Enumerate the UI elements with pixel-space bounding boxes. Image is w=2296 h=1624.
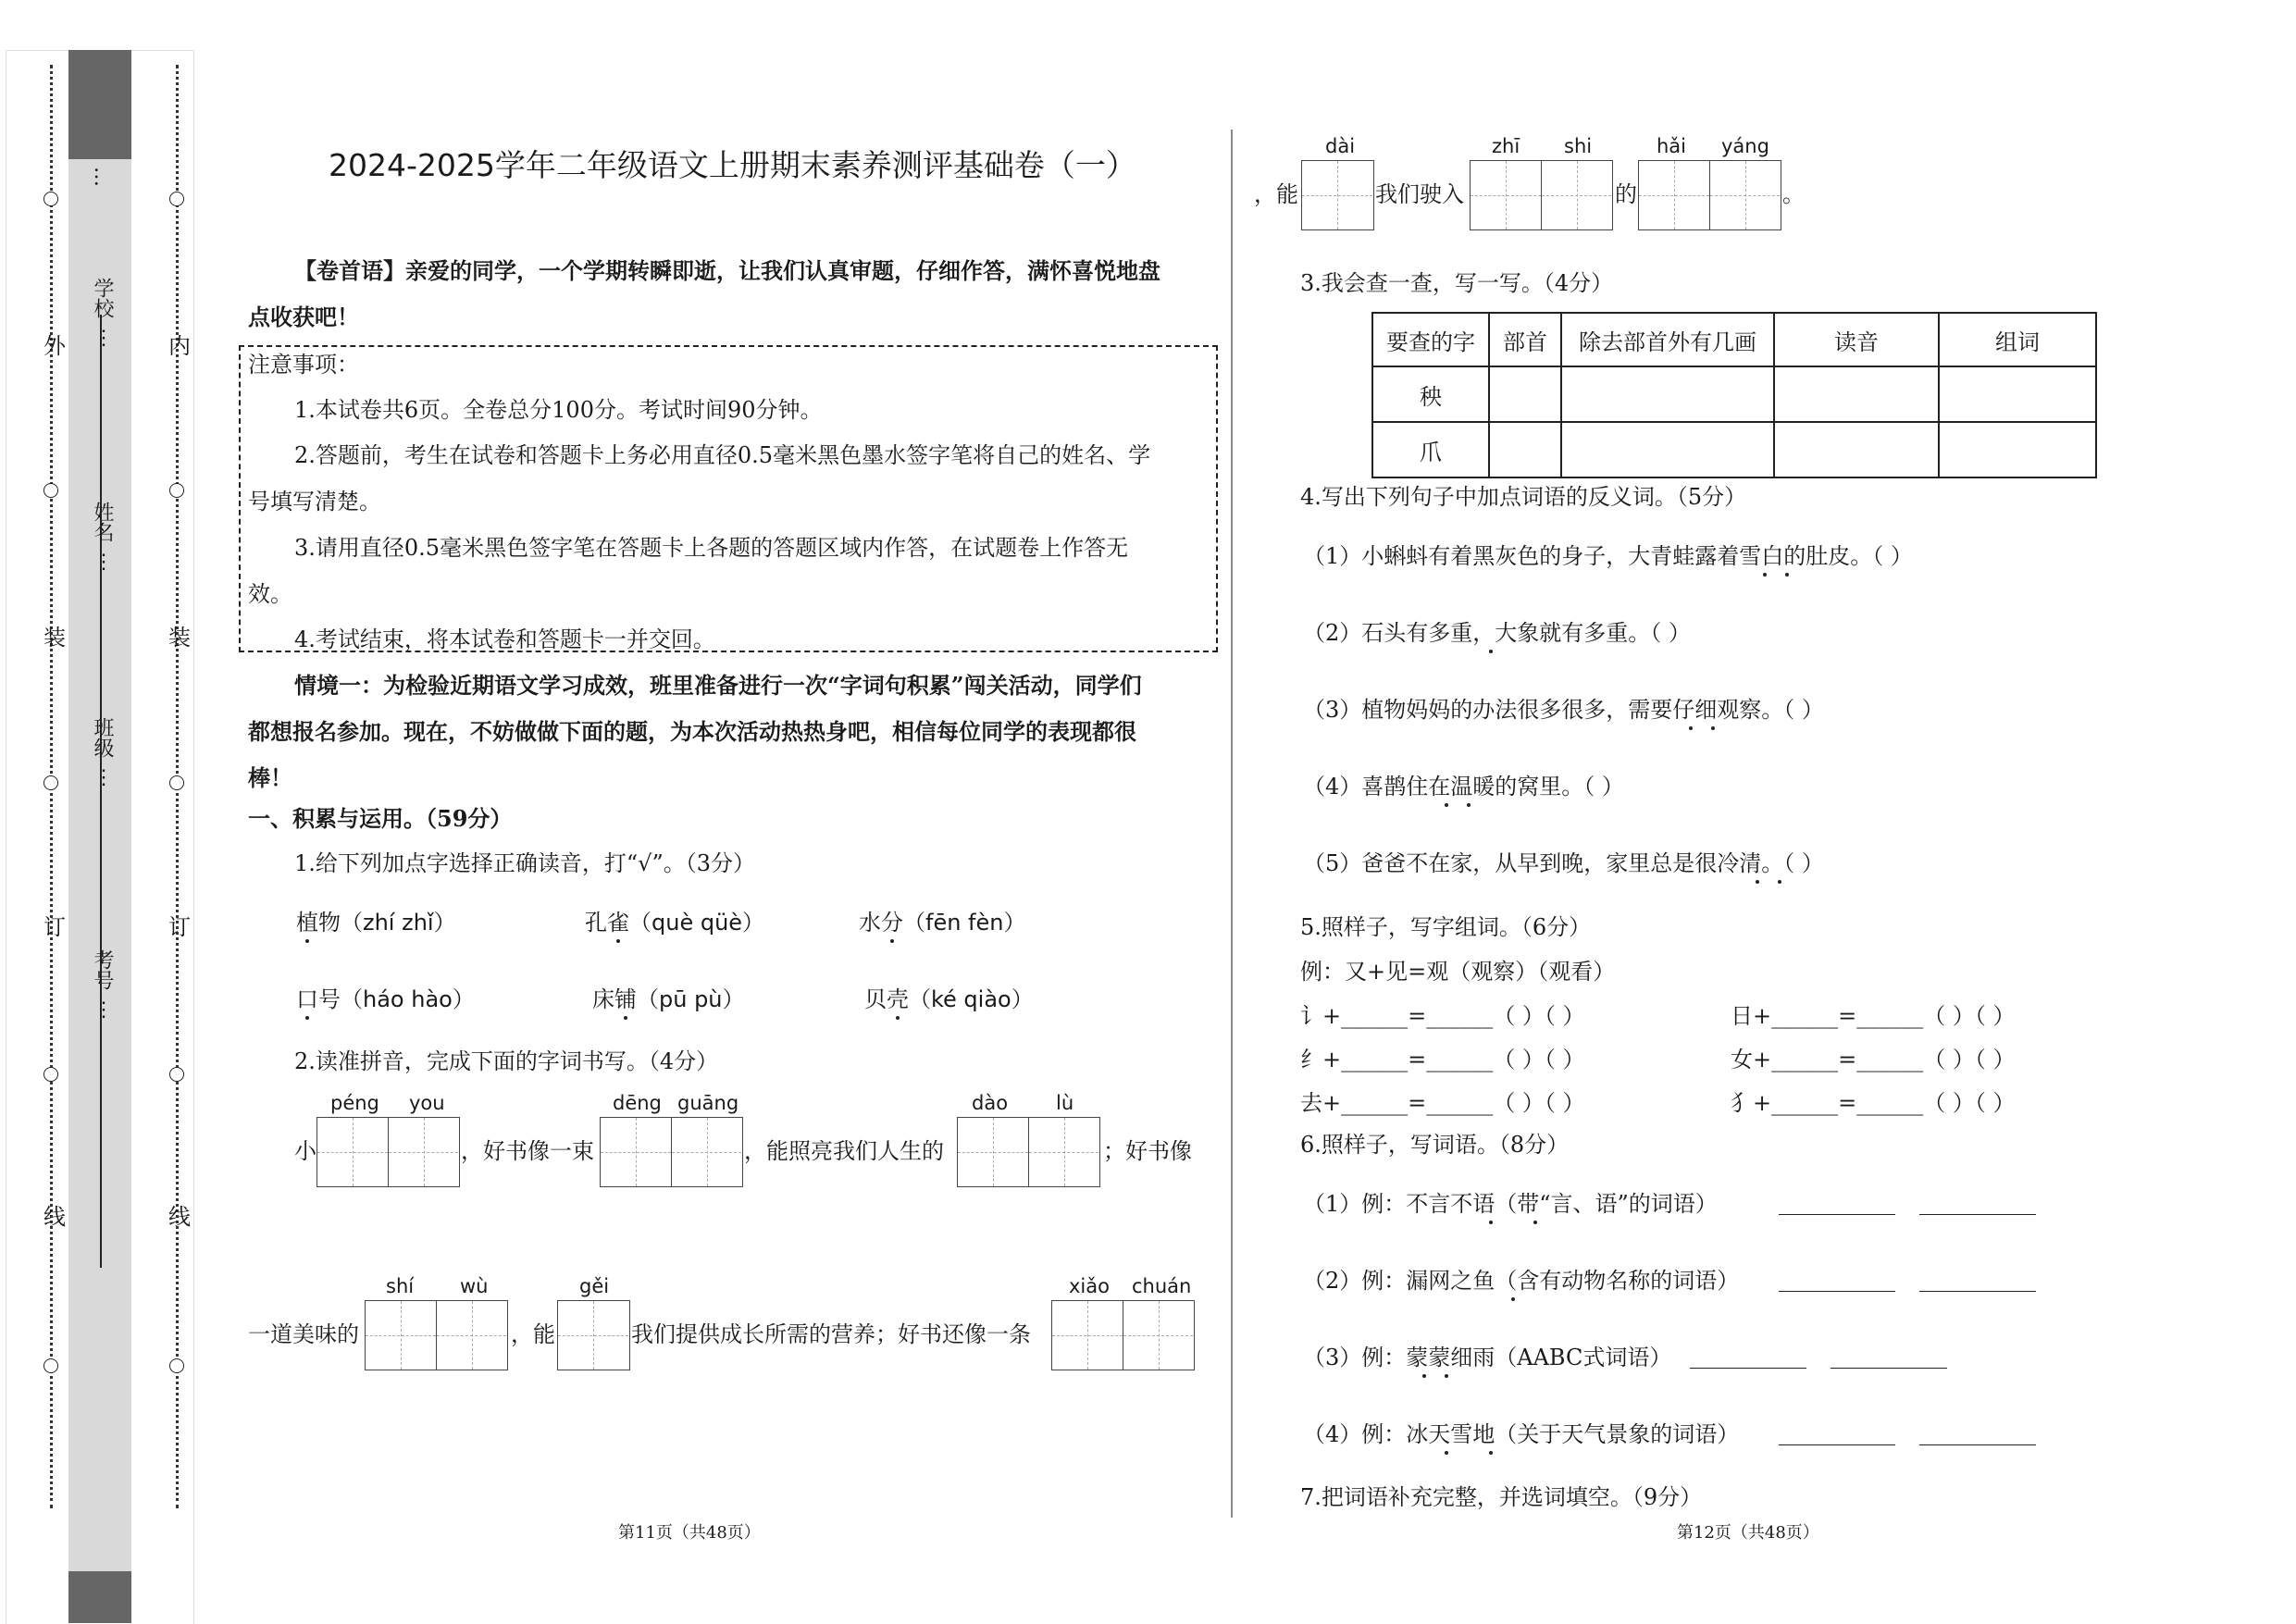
q5-row-3-left: 去+______=______（ ）（ ）: [1300, 1090, 1585, 1116]
q2-line1-text-3: ，能照亮我们人生的: [744, 1138, 944, 1164]
q6-item-4: （4）例：冰天雪地（关于天气景象的词语）: [1303, 1421, 1740, 1447]
pinyin: wù: [460, 1275, 489, 1297]
q1-item-2: 孔雀（què qüè）: [585, 910, 765, 936]
exam-title: 2024-2025学年二年级语文上册期末素养测评基础卷（一）: [329, 147, 1136, 183]
outer-hole-2: [43, 483, 58, 498]
q3-answer-cell[interactable]: [1561, 422, 1774, 477]
emphasis-dot: [616, 939, 620, 943]
q3-stem: 3.我会查一查，写一写。（4分）: [1300, 270, 1614, 296]
q3-row-char: 爪: [1372, 422, 1489, 477]
tianzige-box[interactable]: [1470, 160, 1613, 230]
answer-line[interactable]: [1779, 1291, 1895, 1292]
scenario-line-1: 情境一：为检验近期语文学习成效，班里准备进行一次“字词句积累”闯关活动，同学们: [294, 672, 1142, 699]
pinyin: dēng: [613, 1092, 662, 1114]
scenario-line-2: 都想报名参加。现在，不妨做做下面的题，为本次活动热热身吧，相信每位同学的表现都很: [248, 718, 1136, 745]
answer-line[interactable]: [1919, 1444, 2036, 1445]
exam-no-field-colon: ⋮: [93, 998, 114, 1022]
pinyin: xiǎo: [1069, 1275, 1110, 1297]
inner-hole-3: [169, 775, 184, 790]
emphasis-dot: [1422, 1374, 1426, 1378]
scenario-line-3: 棒！: [248, 764, 292, 791]
name-field-label: 姓名: [91, 502, 114, 542]
emphasis-dot: [1445, 803, 1448, 807]
notice-item-3: 3.请用直径0.5毫米黑色签字笔在答题卡上各题的答题区域内作答，在试题卷上作答无: [294, 535, 1129, 561]
notice-item-2-cont: 号填写清楚。: [248, 489, 381, 514]
q5-row-1-left: 讠+______=______（ ）（ ）: [1300, 1003, 1585, 1029]
pinyin: dào: [972, 1092, 1009, 1114]
q2-line1-text-2: ，好书像一束: [461, 1138, 594, 1164]
pinyin: you: [409, 1092, 445, 1114]
emphasis-dot: [1689, 726, 1693, 730]
outer-label-ding: 订: [43, 914, 66, 940]
tianzige-box[interactable]: [1638, 160, 1781, 230]
emphasis-dot: [1756, 880, 1759, 884]
q1-stem: 1.给下列加点字选择正确读音，打“√”。（3分）: [294, 850, 755, 876]
pinyin: péng: [330, 1092, 379, 1114]
q4-item-1: （1）小蝌蚪有着黑灰色的身子，大青蛙露着雪白的肚皮。（ ）: [1303, 543, 1913, 569]
tianzige-box[interactable]: [957, 1117, 1100, 1187]
binding-strip-inner-line: [100, 315, 102, 1268]
q3-answer-cell[interactable]: [1774, 422, 1939, 477]
tianzige-box[interactable]: [316, 1117, 460, 1187]
q4-item-3: （3）植物妈妈的办法很多很多，需要仔细观察。（ ）: [1303, 697, 1824, 723]
answer-line[interactable]: [1779, 1214, 1895, 1215]
emphasis-dot: [1445, 1374, 1448, 1378]
emphasis-dot: [1533, 1221, 1537, 1224]
emphasis-dot: [1511, 1297, 1515, 1301]
q3-answer-cell[interactable]: [1774, 366, 1939, 422]
q2-line2-text-2: ，能: [511, 1321, 555, 1347]
outer-hole-3: [43, 775, 58, 790]
inner-hole-5: [169, 1358, 184, 1373]
tianzige-box[interactable]: [1051, 1300, 1195, 1370]
q2-line3-text-3: 的: [1615, 181, 1637, 207]
pinyin: chuán: [1132, 1275, 1192, 1297]
notice-item-3-cont: 效。: [248, 581, 292, 607]
q2-line1-text-4: ；好书像: [1103, 1138, 1192, 1164]
emphasis-dot: [1467, 803, 1471, 807]
inner-label-ding: 订: [168, 914, 191, 940]
emphasis-dot: [1785, 573, 1789, 576]
q3-answer-cell[interactable]: [1489, 366, 1561, 422]
q7-stem: 7.把词语补充完整，并选词填空。（9分）: [1300, 1484, 1703, 1510]
q6-item-1: （1）例：不言不语（带“言、语”的词语）: [1303, 1191, 1718, 1217]
page-divider: [1231, 130, 1233, 1518]
q5-row-2-right: 女+______=______（ ）（ ）: [1731, 1047, 2016, 1072]
section-1-heading: 一、积累与运用。（59分）: [248, 805, 513, 832]
tianzige-box[interactable]: [557, 1300, 630, 1370]
q2-stem: 2.读准拼音，完成下面的字词书写。（4分）: [294, 1048, 719, 1074]
emphasis-dot: [1763, 573, 1767, 576]
outer-label-wai: 外: [43, 333, 66, 359]
pinyin: dài: [1325, 135, 1356, 157]
emphasis-dot: [305, 939, 309, 943]
answer-line[interactable]: [1690, 1368, 1806, 1369]
q3-answer-cell[interactable]: [1939, 422, 2096, 477]
answer-line[interactable]: [1919, 1214, 2036, 1215]
pinyin: yáng: [1721, 135, 1769, 157]
notice-heading: 注意事项：: [248, 352, 359, 378]
q2-line3-text-4: 。: [1782, 181, 1805, 207]
q3-header-radical: 部首: [1489, 313, 1561, 366]
outer-hole-4: [43, 1067, 58, 1082]
outer-label-xian: 线: [43, 1204, 66, 1230]
q6-item-2: （2）例：漏网之鱼（含有动物名称的词语）: [1303, 1268, 1740, 1294]
exam-no-field-label: 考号: [91, 949, 114, 990]
class-field-colon: ⋮: [93, 766, 114, 789]
binding-strip-bottom-block: [68, 1571, 131, 1623]
school-field-label: 学校: [91, 278, 114, 318]
footer-left: 第11页（共48页）: [618, 1523, 761, 1543]
q2-line3-text-1: ，能: [1254, 181, 1298, 207]
inner-label-zhuang: 装: [168, 625, 191, 651]
inner-label-nei: 内: [168, 333, 191, 359]
q3-row-char: 秧: [1372, 366, 1489, 422]
pinyin: shí: [386, 1275, 415, 1297]
notice-item-1: 1.本试卷共6页。全卷总分100分。考试时间90分钟。: [294, 397, 823, 423]
outer-label-zhuang: 装: [43, 625, 66, 651]
pinyin: gěi: [579, 1275, 610, 1297]
q5-row-3-right: 犭+______=______（ ）（ ）: [1731, 1090, 2016, 1116]
q4-item-4: （4）喜鹊住在温暖的窝里。（ ）: [1303, 774, 1624, 800]
q5-stem: 5.照样子，写字组词。（6分）: [1300, 914, 1592, 940]
notice-item-4: 4.考试结束，将本试卷和答题卡一并交回。: [294, 626, 715, 652]
q4-item-2: （2）石头有多重，大象就有多重。（ ）: [1303, 620, 1691, 646]
q2-line3-text-2: 我们驶入: [1375, 181, 1464, 207]
pinyin: guāng: [677, 1092, 739, 1114]
tianzige-box[interactable]: [365, 1300, 508, 1370]
notice-item-2: 2.答题前，考生在试卷和答题卡上务必用直径0.5毫米黑色墨水签字笔将自己的姓名、学: [294, 442, 1151, 468]
emphasis-dot: [1711, 726, 1715, 730]
q4-stem: 4.写出下列句子中加点词语的反义词。（5分）: [1300, 484, 1747, 510]
q3-answer-cell[interactable]: [1561, 366, 1774, 422]
q2-line1-text-1: 小: [294, 1138, 316, 1164]
tianzige-box[interactable]: [1301, 160, 1374, 230]
footer-right: 第12页（共48页）: [1677, 1523, 1819, 1543]
binding-dots: …: [90, 167, 113, 187]
school-field-colon: ⋮: [93, 327, 114, 350]
q6-item-3: （3）例：蒙蒙细雨（AABC式词语）: [1303, 1345, 1672, 1370]
answer-line[interactable]: [1779, 1444, 1895, 1445]
emphasis-dot: [890, 939, 894, 943]
answer-line[interactable]: [1831, 1368, 1947, 1369]
q2-line2-text-1: 一道美味的: [248, 1321, 359, 1347]
binding-strip-top-block: [68, 50, 131, 159]
outer-hole-5: [43, 1358, 58, 1373]
q1-item-5: 床铺（pū pù）: [592, 986, 745, 1012]
class-field-label: 班级: [91, 717, 114, 758]
q3-answer-cell[interactable]: [1489, 422, 1561, 477]
q3-answer-cell[interactable]: [1939, 366, 2096, 422]
emphasis-dot: [896, 1016, 900, 1020]
emphasis-dot: [1445, 1451, 1448, 1455]
emphasis-dot: [1489, 1221, 1493, 1224]
emphasis-dot: [305, 1016, 309, 1020]
name-field-colon: ⋮: [93, 551, 114, 574]
q1-item-1: 植物（zhí zhǐ）: [296, 910, 456, 936]
inner-hole-2: [169, 483, 184, 498]
notice-box: [239, 345, 1218, 652]
pinyin: hǎi: [1657, 135, 1687, 157]
emphasis-dot: [624, 1016, 627, 1020]
outer-hole-1: [43, 192, 58, 206]
q1-item-4: 口号（háo hào）: [296, 986, 475, 1012]
preface-line-2: 点收获吧！: [248, 304, 359, 330]
q1-item-3: 水分（fēn fèn）: [859, 910, 1026, 936]
inner-hole-4: [169, 1067, 184, 1082]
emphasis-dot: [1778, 880, 1781, 884]
q5-example: 例：又+见=观（观察）（观看）: [1300, 959, 1616, 985]
inner-hole-1: [169, 192, 184, 206]
q3-header-reading: 读音: [1774, 313, 1939, 366]
inner-label-xian: 线: [168, 1204, 191, 1230]
q3-header-strokes: 除去部首外有几画: [1561, 313, 1774, 366]
emphasis-dot: [1489, 1451, 1493, 1455]
q5-row-2-left: 纟+______=______（ ）（ ）: [1300, 1047, 1585, 1072]
q2-line2-text-3: 我们提供成长所需的营养；好书还像一条: [631, 1321, 1031, 1347]
pinyin: shi: [1564, 135, 1593, 157]
q3-header-char: 要查的字: [1372, 313, 1489, 366]
q3-table: [1371, 312, 2097, 478]
answer-line[interactable]: [1919, 1291, 2036, 1292]
q6-stem: 6.照样子，写词语。（8分）: [1300, 1132, 1570, 1158]
pinyin: lù: [1056, 1092, 1074, 1114]
preface-line-1: 【卷首语】亲爱的同学，一个学期转瞬即逝，让我们认真审题，仔细作答，满怀喜悦地盘: [294, 257, 1160, 284]
q5-row-1-right: 日+______=______（ ）（ ）: [1731, 1003, 2016, 1029]
q1-item-6: 贝壳（ké qiào）: [864, 986, 1034, 1012]
pinyin: zhī: [1492, 135, 1520, 157]
q4-item-5: （5）爸爸不在家，从早到晚，家里总是很冷清。（ ）: [1303, 850, 1824, 876]
tianzige-box[interactable]: [600, 1117, 743, 1187]
q3-header-words: 组词: [1939, 313, 2096, 366]
emphasis-dot: [1489, 650, 1493, 653]
